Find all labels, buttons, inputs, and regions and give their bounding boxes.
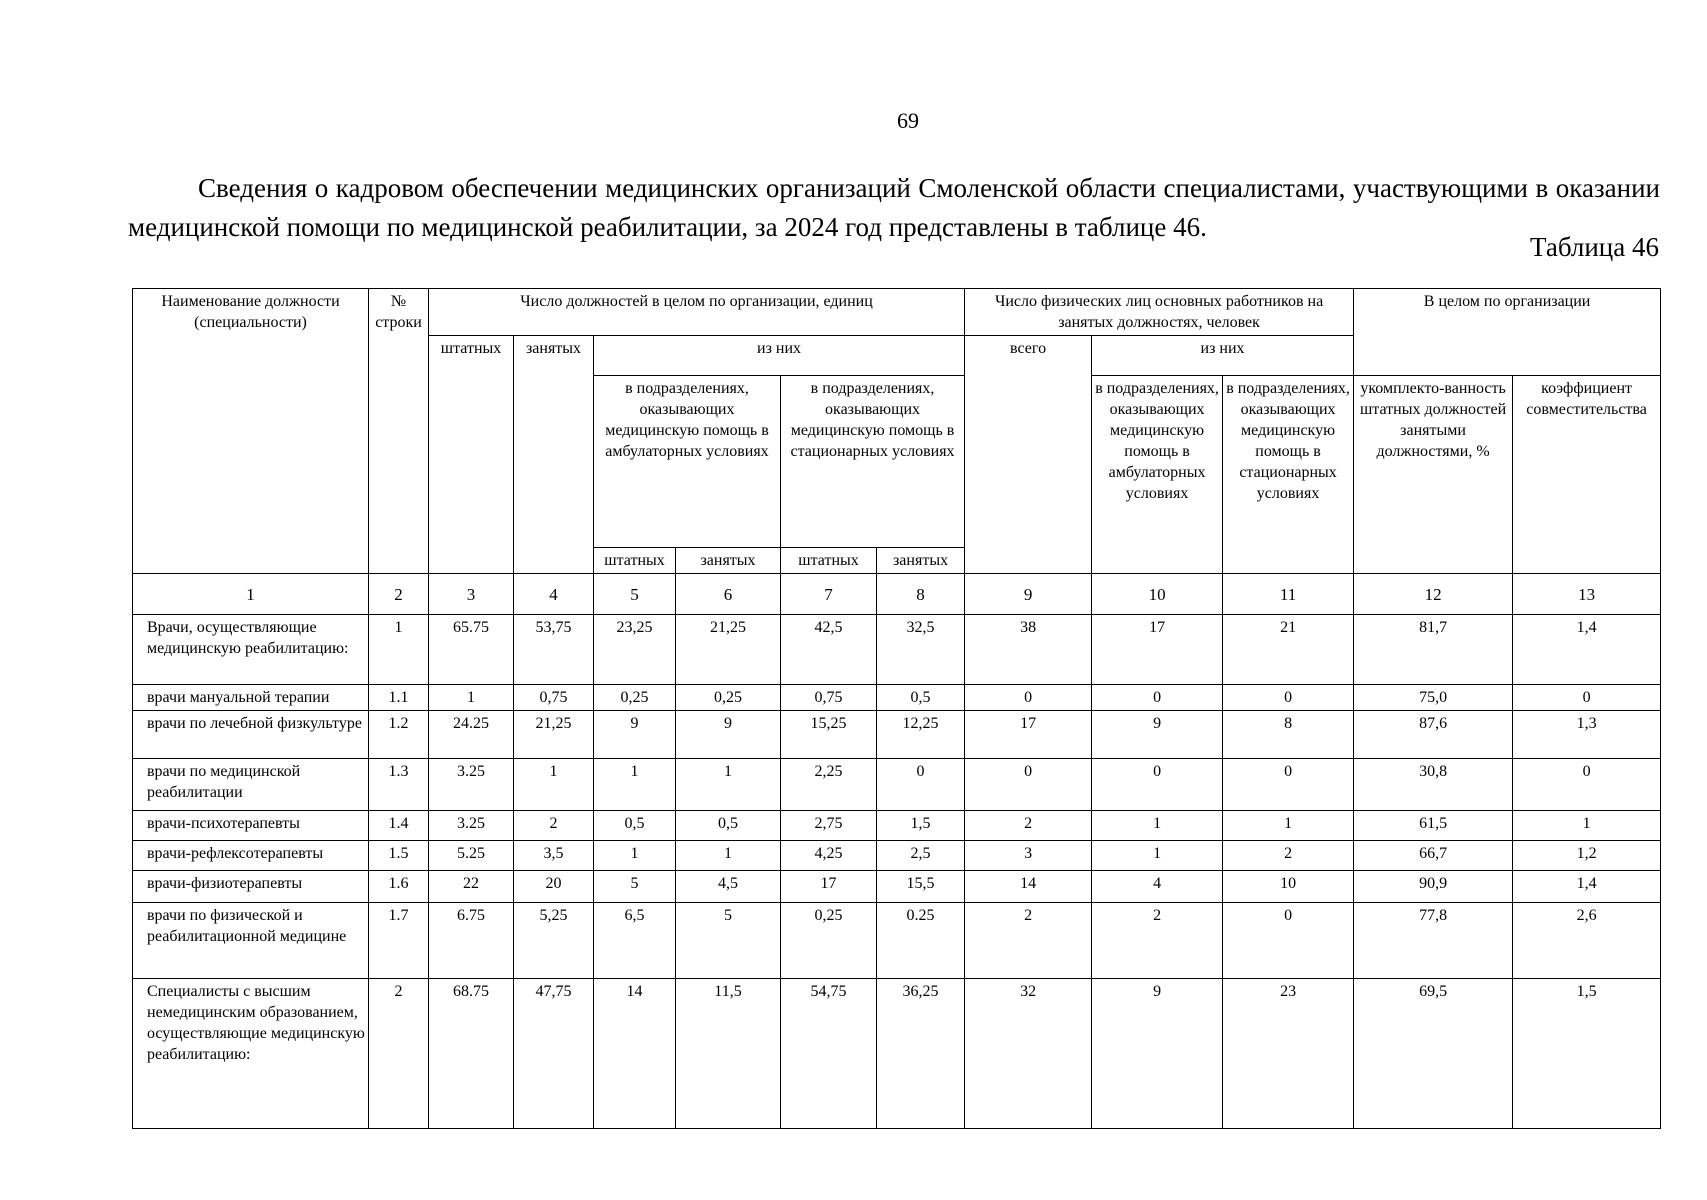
table-cell: 0,5 xyxy=(877,685,965,711)
table-row xyxy=(133,841,1661,871)
table-cell: 1.1 xyxy=(369,685,429,711)
table-cell: 3.25 xyxy=(429,811,514,841)
column-number: 8 xyxy=(877,574,965,615)
table-cell: 0 xyxy=(965,759,1092,811)
row-name: врачи по медицинской реабилитации xyxy=(133,759,369,811)
table-cell: 1 xyxy=(1092,811,1223,841)
table-cell: 0,75 xyxy=(514,685,594,711)
row-name: Специалисты с высшим немедицинским образованием, осуществляющие медицинскую реабилитацию: xyxy=(133,979,369,1129)
table-cell: 54,75 xyxy=(781,979,877,1129)
table-cell: 0 xyxy=(877,759,965,811)
table-cell: 2,5 xyxy=(877,841,965,871)
header-ambulatory-units-persons: в подразделениях, оказывающих медицинскую помощь в амбулаторных условиях xyxy=(1092,376,1223,574)
table-cell: 0,25 xyxy=(781,903,877,979)
table-cell: 2 xyxy=(1223,841,1354,871)
header-occupied-inpatient: занятых xyxy=(877,548,965,574)
table-cell: 5.25 xyxy=(429,841,514,871)
table-row xyxy=(133,871,1661,903)
table-cell: 3.25 xyxy=(429,759,514,811)
table-cell: 11,5 xyxy=(676,979,781,1129)
table-cell: 1.6 xyxy=(369,871,429,903)
table-cell: 22 xyxy=(429,871,514,903)
table-cell: 9 xyxy=(1092,711,1223,759)
table-cell: 15,5 xyxy=(877,871,965,903)
table-cell: 42,5 xyxy=(781,615,877,685)
table-cell: 0 xyxy=(1513,759,1661,811)
column-number: 7 xyxy=(781,574,877,615)
table-cell: 0 xyxy=(1513,685,1661,711)
column-number: 9 xyxy=(965,574,1092,615)
table-cell: 1,4 xyxy=(1513,871,1661,903)
table-cell: 1.5 xyxy=(369,841,429,871)
header-staff-ambulatory: штатных xyxy=(594,548,676,574)
table-cell: 5,25 xyxy=(514,903,594,979)
table-cell: 2 xyxy=(965,811,1092,841)
header-staff: штатных xyxy=(429,336,514,574)
table-row xyxy=(133,685,1661,711)
table-cell: 0 xyxy=(1223,759,1354,811)
table-cell: 21,25 xyxy=(676,615,781,685)
intro-paragraph: Сведения о кадровом обеспечении медицинских организаций Смоленской области специалистами, участвующими в оказании медицинской помощи по медицинской реабилитации, за 2024 год представлены в таблице 46. xyxy=(128,173,1660,242)
table-cell: 21,25 xyxy=(514,711,594,759)
table-cell: 5 xyxy=(594,871,676,903)
table-cell: 1 xyxy=(1513,811,1661,841)
column-number: 13 xyxy=(1513,574,1661,615)
table-cell: 21 xyxy=(1223,615,1354,685)
table-cell: 0,25 xyxy=(594,685,676,711)
table-cell: 23 xyxy=(1223,979,1354,1129)
table-cell: 23,25 xyxy=(594,615,676,685)
table-cell: 61,5 xyxy=(1354,811,1513,841)
row-name: врачи-рефлексотерапевты xyxy=(133,841,369,871)
table-row xyxy=(133,615,1661,685)
table-cell: 2 xyxy=(369,979,429,1129)
table-caption: Таблица 46 xyxy=(1530,232,1659,262)
row-name: Врачи, осуществляющие медицинскую реабилитацию: xyxy=(133,615,369,685)
table-cell: 0,5 xyxy=(594,811,676,841)
table-cell: 3,5 xyxy=(514,841,594,871)
table-cell: 0 xyxy=(1223,685,1354,711)
table-cell: 1,5 xyxy=(877,811,965,841)
column-number-row xyxy=(133,574,1661,615)
table-cell: 0,75 xyxy=(781,685,877,711)
header-staff-inpatient: штатных xyxy=(781,548,877,574)
table-cell: 1,5 xyxy=(1513,979,1661,1129)
row-name: врачи мануальной терапии xyxy=(133,685,369,711)
column-number: 3 xyxy=(429,574,514,615)
table-cell: 90,9 xyxy=(1354,871,1513,903)
table-cell: 9 xyxy=(676,711,781,759)
header-positions-total: Число должностей в целом по организации, единиц xyxy=(429,289,965,336)
header-position-name: Наименование должности (специальности) xyxy=(133,289,369,574)
header-persons-total: Число физических лиц основных работников на занятых должностях, человек xyxy=(965,289,1354,336)
table-cell: 24.25 xyxy=(429,711,514,759)
table-cell: 1 xyxy=(676,841,781,871)
table-cell: 14 xyxy=(965,871,1092,903)
column-number: 11 xyxy=(1223,574,1354,615)
table-cell: 1 xyxy=(676,759,781,811)
table-cell: 4,25 xyxy=(781,841,877,871)
table-cell: 17 xyxy=(1092,615,1223,685)
table-cell: 2,75 xyxy=(781,811,877,841)
table-cell: 5 xyxy=(676,903,781,979)
header-occupied-ambulatory: занятых xyxy=(676,548,781,574)
table-cell: 4 xyxy=(1092,871,1223,903)
table-cell: 1 xyxy=(514,759,594,811)
table-cell: 1.3 xyxy=(369,759,429,811)
header-combination-ratio: коэффициент совместительства xyxy=(1513,376,1661,574)
table-cell: 9 xyxy=(594,711,676,759)
table-cell: 8 xyxy=(1223,711,1354,759)
header-staffing-rate: укомплекто-ванность штатных должностей занятыми должностями, % xyxy=(1354,376,1513,574)
row-name: врачи-физиотерапевты xyxy=(133,871,369,903)
staffing-table xyxy=(132,288,1661,1129)
table-cell: 69,5 xyxy=(1354,979,1513,1129)
header-inpatient-units: в подразделениях, оказывающих медицинскую помощь в стационарных условиях xyxy=(781,376,965,548)
table-cell: 32 xyxy=(965,979,1092,1129)
table-row xyxy=(133,711,1661,759)
table-cell: 2 xyxy=(1092,903,1223,979)
table-cell: 6.75 xyxy=(429,903,514,979)
table-cell: 0,5 xyxy=(676,811,781,841)
table-cell: 17 xyxy=(781,871,877,903)
table-cell: 2 xyxy=(965,903,1092,979)
table-cell: 77,8 xyxy=(1354,903,1513,979)
table-cell: 1.2 xyxy=(369,711,429,759)
table-cell: 1 xyxy=(594,759,676,811)
header-inpatient-units-persons: в подразделениях, оказывающих медицинскую помощь в стационарных условиях xyxy=(1223,376,1354,574)
table-cell: 14 xyxy=(594,979,676,1129)
table-cell: 9 xyxy=(1092,979,1223,1129)
table-row xyxy=(133,903,1661,979)
row-name: врачи-психотерапевты xyxy=(133,811,369,841)
row-name: врачи по лечебной физкультуре xyxy=(133,711,369,759)
table-cell: 87,6 xyxy=(1354,711,1513,759)
header-of-them: из них xyxy=(594,336,965,376)
column-number: 10 xyxy=(1092,574,1223,615)
table-cell: 53,75 xyxy=(514,615,594,685)
table-row xyxy=(133,979,1661,1129)
column-number: 1 xyxy=(133,574,369,615)
table-cell: 66,7 xyxy=(1354,841,1513,871)
table-cell: 0,25 xyxy=(676,685,781,711)
table-cell: 36,25 xyxy=(877,979,965,1129)
header-occupied: занятых xyxy=(514,336,594,574)
header-org-total: В целом по организации xyxy=(1354,289,1661,376)
table-cell: 1 xyxy=(594,841,676,871)
table-cell: 1.4 xyxy=(369,811,429,841)
row-name: врачи по физической и реабилитационной медицине xyxy=(133,903,369,979)
header-ambulatory-units: в подразделениях, оказывающих медицинскую помощь в амбулаторных условиях xyxy=(594,376,781,548)
table-cell: 15,25 xyxy=(781,711,877,759)
table-cell: 1 xyxy=(429,685,514,711)
table-cell: 81,7 xyxy=(1354,615,1513,685)
table-cell: 1,4 xyxy=(1513,615,1661,685)
table-cell: 30,8 xyxy=(1354,759,1513,811)
table-cell: 0.25 xyxy=(877,903,965,979)
table-cell: 2,6 xyxy=(1513,903,1661,979)
column-number: 6 xyxy=(676,574,781,615)
column-number: 12 xyxy=(1354,574,1513,615)
table-cell: 1 xyxy=(369,615,429,685)
table-cell: 2 xyxy=(514,811,594,841)
header-of-them-persons: из них xyxy=(1092,336,1354,376)
table-cell: 32,5 xyxy=(877,615,965,685)
table-cell: 0 xyxy=(965,685,1092,711)
table-row xyxy=(133,759,1661,811)
table-cell: 4,5 xyxy=(676,871,781,903)
column-number: 2 xyxy=(369,574,429,615)
table-cell: 1.7 xyxy=(369,903,429,979)
table-cell: 65.75 xyxy=(429,615,514,685)
table-cell: 20 xyxy=(514,871,594,903)
column-number: 4 xyxy=(514,574,594,615)
table-cell: 12,25 xyxy=(877,711,965,759)
table-row xyxy=(133,811,1661,841)
header-row-number: № строки xyxy=(369,289,429,574)
table-cell: 1,2 xyxy=(1513,841,1661,871)
table-cell: 75,0 xyxy=(1354,685,1513,711)
table-cell: 3 xyxy=(965,841,1092,871)
table-cell: 0 xyxy=(1092,759,1223,811)
table-cell: 6,5 xyxy=(594,903,676,979)
page-number: 69 xyxy=(897,108,919,133)
header-total: всего xyxy=(965,336,1092,574)
table-cell: 1 xyxy=(1092,841,1223,871)
column-number: 5 xyxy=(594,574,676,615)
table-cell: 17 xyxy=(965,711,1092,759)
table-cell: 10 xyxy=(1223,871,1354,903)
table-cell: 0 xyxy=(1092,685,1223,711)
table-cell: 47,75 xyxy=(514,979,594,1129)
table-cell: 2,25 xyxy=(781,759,877,811)
table-cell: 68.75 xyxy=(429,979,514,1129)
table-cell: 0 xyxy=(1223,903,1354,979)
table-cell: 38 xyxy=(965,615,1092,685)
table-cell: 1,3 xyxy=(1513,711,1661,759)
table-cell: 1 xyxy=(1223,811,1354,841)
